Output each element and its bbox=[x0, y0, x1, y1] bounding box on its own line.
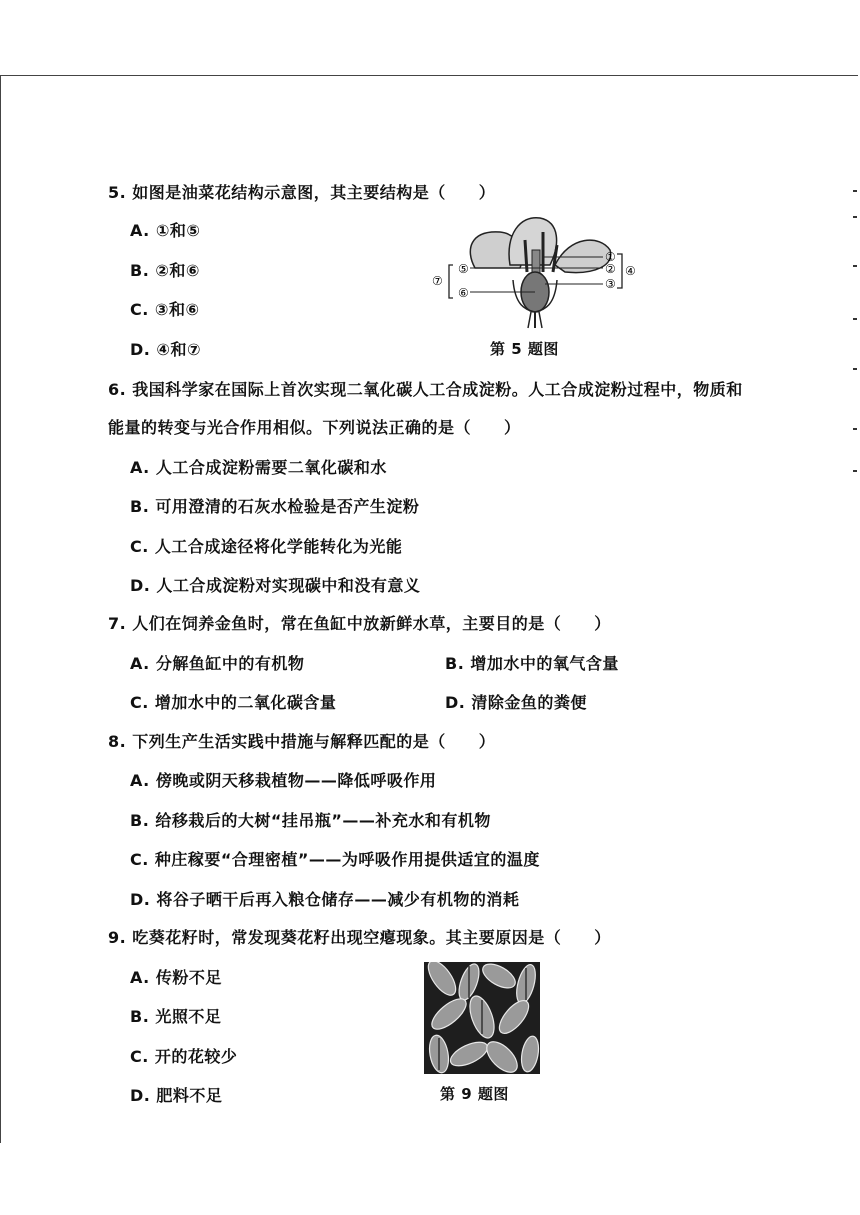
question-5-option-b: B. ②和⑥ bbox=[130, 261, 200, 280]
figure-label-4: ④ bbox=[625, 264, 636, 278]
question-9-option-c: C. 开的花较少 bbox=[130, 1047, 238, 1066]
question-6-option-a: A. 人工合成淀粉需要二氧化碳和水 bbox=[130, 458, 387, 477]
question-8-option-c: C. 种庄稼要“合理密植”——为呼吸作用提供适宜的温度 bbox=[130, 850, 540, 869]
edge-mark bbox=[853, 470, 857, 472]
question-7-option-b: B. 增加水中的氧气含量 bbox=[445, 654, 619, 673]
question-8-option-a: A. 傍晚或阴天移栽植物——降低呼吸作用 bbox=[130, 771, 437, 790]
question-5-option-d: D. ④和⑦ bbox=[130, 340, 202, 359]
question-6-option-b: B. 可用澄清的石灰水检验是否产生淀粉 bbox=[130, 497, 420, 516]
edge-mark bbox=[853, 318, 857, 320]
question-5-figure-caption: 第 5 题图 bbox=[490, 340, 559, 358]
question-8-stem: 8. 下列生产生活实践中措施与解释匹配的是（ ） bbox=[108, 732, 496, 751]
figure-label-6: ⑥ bbox=[458, 286, 469, 300]
edge-mark bbox=[853, 428, 857, 430]
question-7-option-c: C. 增加水中的二氧化碳含量 bbox=[130, 693, 337, 712]
question-6-option-c: C. 人工合成途径将化学能转化为光能 bbox=[130, 537, 403, 556]
question-6-stem-line-1: 6. 我国科学家在国际上首次实现二氧化碳人工合成淀粉。人工合成淀粉过程中，物质和 bbox=[108, 380, 743, 399]
figure-label-1: ① bbox=[605, 250, 616, 264]
question-6-stem-line-2: 能量的转变与光合作用相似。下列说法正确的是（ ） bbox=[108, 418, 521, 437]
figure-label-2: ② bbox=[605, 262, 616, 276]
question-5-option-c: C. ③和⑥ bbox=[130, 300, 200, 319]
question-9-option-d: D. 肥料不足 bbox=[130, 1086, 223, 1105]
figure-label-7: ⑦ bbox=[432, 274, 443, 288]
question-8-option-d: D. 将谷子晒干后再入粮仓储存——减少有机物的消耗 bbox=[130, 890, 520, 909]
question-5-option-a: A. ①和⑤ bbox=[130, 221, 201, 240]
question-7-stem: 7. 人们在饲养金鱼时，常在鱼缸中放新鲜水草，主要目的是（ ） bbox=[108, 614, 611, 633]
rape-flower-diagram bbox=[425, 210, 655, 330]
sunflower-seeds-photo bbox=[424, 962, 540, 1074]
edge-mark bbox=[853, 190, 857, 192]
question-6-option-d: D. 人工合成淀粉对实现碳中和没有意义 bbox=[130, 576, 421, 595]
question-9-stem: 9. 吃葵花籽时，常发现葵花籽出现空瘪现象。其主要原因是（ ） bbox=[108, 928, 611, 947]
edge-mark bbox=[853, 216, 857, 218]
question-8-option-b: B. 给移栽后的大树“挂吊瓶”——补充水和有机物 bbox=[130, 811, 491, 830]
question-5-stem: 5. 如图是油菜花结构示意图，其主要结构是（ ） bbox=[108, 183, 496, 202]
question-7-option-d: D. 清除金鱼的粪便 bbox=[445, 693, 587, 712]
question-7-option-a: A. 分解鱼缸中的有机物 bbox=[130, 654, 305, 673]
question-9-figure-caption: 第 9 题图 bbox=[440, 1085, 509, 1103]
edge-mark bbox=[853, 265, 857, 267]
figure-label-3: ③ bbox=[605, 277, 616, 291]
question-9-option-a: A. 传粉不足 bbox=[130, 968, 222, 987]
question-9-option-b: B. 光照不足 bbox=[130, 1007, 222, 1026]
figure-label-5: ⑤ bbox=[458, 262, 469, 276]
edge-mark bbox=[853, 368, 857, 370]
